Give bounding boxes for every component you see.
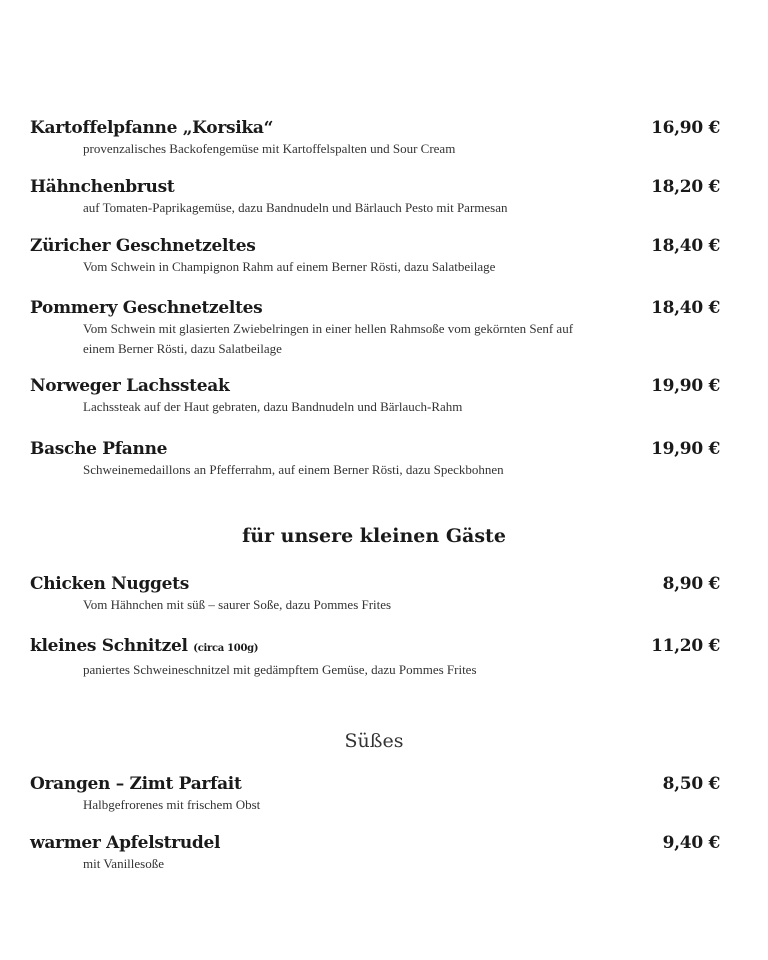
dish-name: Kartoffelpfanne „Korsika“	[30, 118, 274, 138]
dish-name: Hähnchenbrust	[30, 177, 175, 197]
menu-item	[30, 573, 720, 615]
section-title-kids: für unsere kleinen Gäste	[242, 525, 506, 547]
dish-description: auf Tomaten-Paprikagemüse, dazu Bandnudeln und Bärlauch Pesto mit Parmesan	[83, 200, 508, 215]
dish-price: 8,50 €	[662, 774, 720, 794]
dish-description: Lachssteak auf der Haut gebraten, dazu Bandnudeln und Bärlauch-Rahm	[83, 399, 463, 414]
dish-description: paniertes Schweineschnitzel mit gedämpftem Gemüse, dazu Pommes Frites	[83, 662, 477, 677]
menu-item	[30, 297, 720, 359]
dish-name: Orangen – Zimt Parfait	[30, 774, 242, 794]
dish-price: 8,90 €	[662, 574, 720, 594]
dish-description: Vom Schwein in Champignon Rahm auf einem Berner Rösti, dazu Salatbeilage	[83, 259, 496, 274]
dish-name: Pommery Geschnetzeltes	[30, 298, 263, 318]
dish-price: 19,90 €	[651, 439, 720, 459]
menu-item	[30, 438, 720, 480]
dish-description: Halbgefrorenes mit frischem Obst	[83, 797, 261, 812]
dish-description: provenzalisches Backofengemüse mit Kartoffelspalten und Sour Cream	[83, 141, 456, 156]
dish-description: Vom Schwein mit glasierten Zwiebelringen in einer hellen Rahmsoße vom gekörnten Senf auf einem Berner Rösti, dazu Salatbeilage	[83, 321, 574, 356]
menu-item	[30, 635, 720, 680]
menu-item	[30, 176, 720, 218]
dish-name: kleines Schnitzel	[30, 636, 188, 656]
dish-price: 18,40 €	[651, 236, 720, 256]
dish-price: 18,20 €	[651, 177, 720, 197]
dish-description: Vom Hähnchen mit süß – saurer Soße, dazu Pommes Frites	[83, 597, 392, 612]
dish-name: Basche Pfanne	[30, 439, 168, 459]
section-title-desserts: Süßes	[344, 730, 404, 752]
dish-name: Norweger Lachssteak	[30, 376, 230, 396]
dish-name: warmer Apfelstrudel	[30, 833, 221, 853]
dish-name: Chicken Nuggets	[30, 574, 189, 594]
dish-price: 19,90 €	[651, 376, 720, 396]
dish-price: 16,90 €	[651, 118, 720, 138]
menu-item	[30, 117, 720, 159]
menu-item	[30, 773, 720, 815]
dish-price: 11,20 €	[651, 636, 720, 656]
dish-price: 18,40 €	[651, 298, 720, 318]
dish-name: Züricher Geschnetzeltes	[30, 236, 256, 256]
menu-item	[30, 832, 720, 874]
dish-description: mit Vanillesoße	[83, 856, 165, 871]
dish-description: Schweinemedaillons an Pfefferrahm, auf einem Berner Rösti, dazu Speckbohnen	[83, 462, 504, 477]
dish-price: 9,40 €	[662, 833, 720, 853]
dish-name-row	[30, 635, 720, 660]
menu-item	[30, 235, 720, 277]
dish-portion-note: (circa 100g)	[193, 643, 259, 654]
menu-item	[30, 375, 720, 417]
